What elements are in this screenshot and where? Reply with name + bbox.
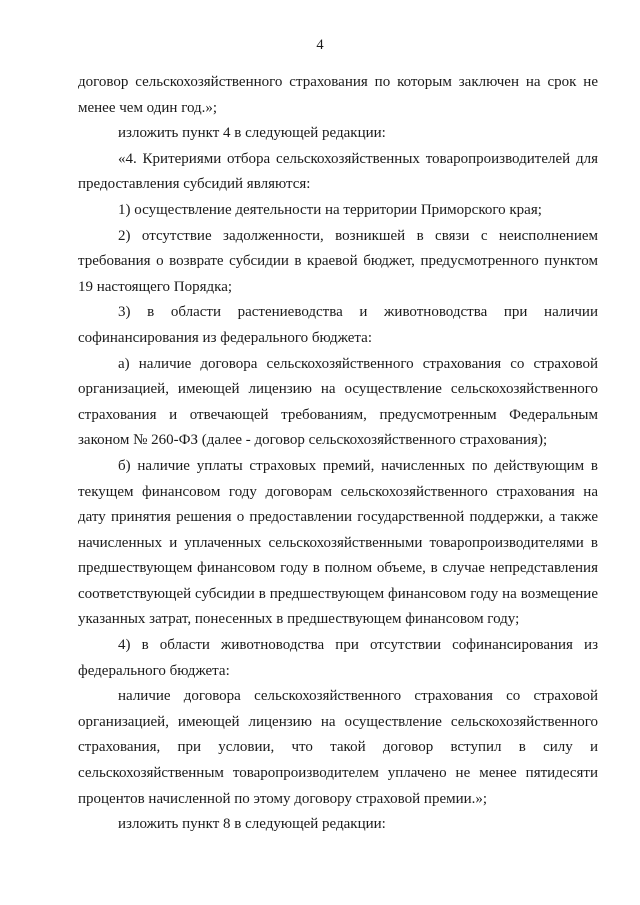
document-body [78,70,598,838]
paragraph [78,147,598,198]
paragraph [78,454,598,633]
paragraph [78,198,598,224]
text-line: процентов начисленной по этому договору страховой премии.»; [78,790,488,807]
text-line: соответствующей субсидии в предшествующем финансовом году на возмещение [78,585,598,602]
text-line: 2) отсутствие задолженности, возникшей в связи с неисполнением [118,227,598,244]
text-line: б) наличие уплаты страховых премий, начисленных по действующим в [118,457,598,474]
text-line: «4. Критериями отбора сельскохозяйственных товаропроизводителей для [118,150,598,167]
page-number: 4 [316,37,324,53]
text-line: а) наличие договора сельскохозяйственного страхования со страховой [118,355,598,372]
text-line: федерального бюджета: [78,662,230,679]
text-line: менее чем один год.»; [78,99,218,116]
text-line: текущем финансовом году договорам сельскохозяйственного страхования на [78,483,598,500]
paragraph [78,224,598,301]
text-line: сельскохозяйственным товаропроизводителем уплачено не менее пятидесяти [78,765,598,782]
text-line: организацией, имеющей лицензию на осуществление сельскохозяйственного [78,381,598,398]
text-line: указанных затрат, понесенных в предшествующем финансовом году; [78,611,520,628]
paragraph [78,70,598,121]
paragraph [78,121,598,147]
text-line: изложить пункт 4 в следующей редакции: [118,125,386,142]
text-line: 4) в области животноводства при отсутствии софинансирования из [118,637,598,654]
text-line: требования о возврате субсидии в краевой бюджет, предусмотренного пунктом [78,253,598,270]
text-line: страхования, при условии, что такой договор вступил в силу и [78,739,598,756]
text-line: дату принятия решения о предоставлении государственной поддержки, а также [78,509,598,526]
text-line: организацией, имеющей лицензию на осуществление сельскохозяйственного [78,713,598,730]
text-line: страхования и отвечающей требованиям, предусмотренным Федеральным [78,406,598,423]
paragraph [78,300,598,351]
text-line: 3) в области растениеводства и животноводства при наличии [118,304,598,321]
paragraph [78,633,598,684]
text-line: предоставления субсидий являются: [78,176,311,193]
text-line: изложить пункт 8 в следующей редакции: [118,816,386,833]
text-line: начисленных и уплаченных сельскохозяйственными товаропроизводителями в [78,534,598,551]
paragraph [78,352,598,454]
text-line: софинансирования из федерального бюджета: [78,329,372,346]
text-line: предшествующем финансовом году в полном объеме, в случае непредставления [78,560,598,577]
text-line: 1) осуществление деятельности на территории Приморского края; [118,201,542,218]
paragraph [78,684,598,812]
text-line: 19 настоящего Порядка; [78,278,233,295]
text-line: договор сельскохозяйственного страхования по которым заключен на срок не [78,74,598,90]
text-line: законом № 260-ФЗ (далее - договор сельскохозяйственного страхования); [78,432,548,449]
text-line: наличие договора сельскохозяйственного страхования со страховой [118,688,598,705]
paragraph [78,812,598,838]
